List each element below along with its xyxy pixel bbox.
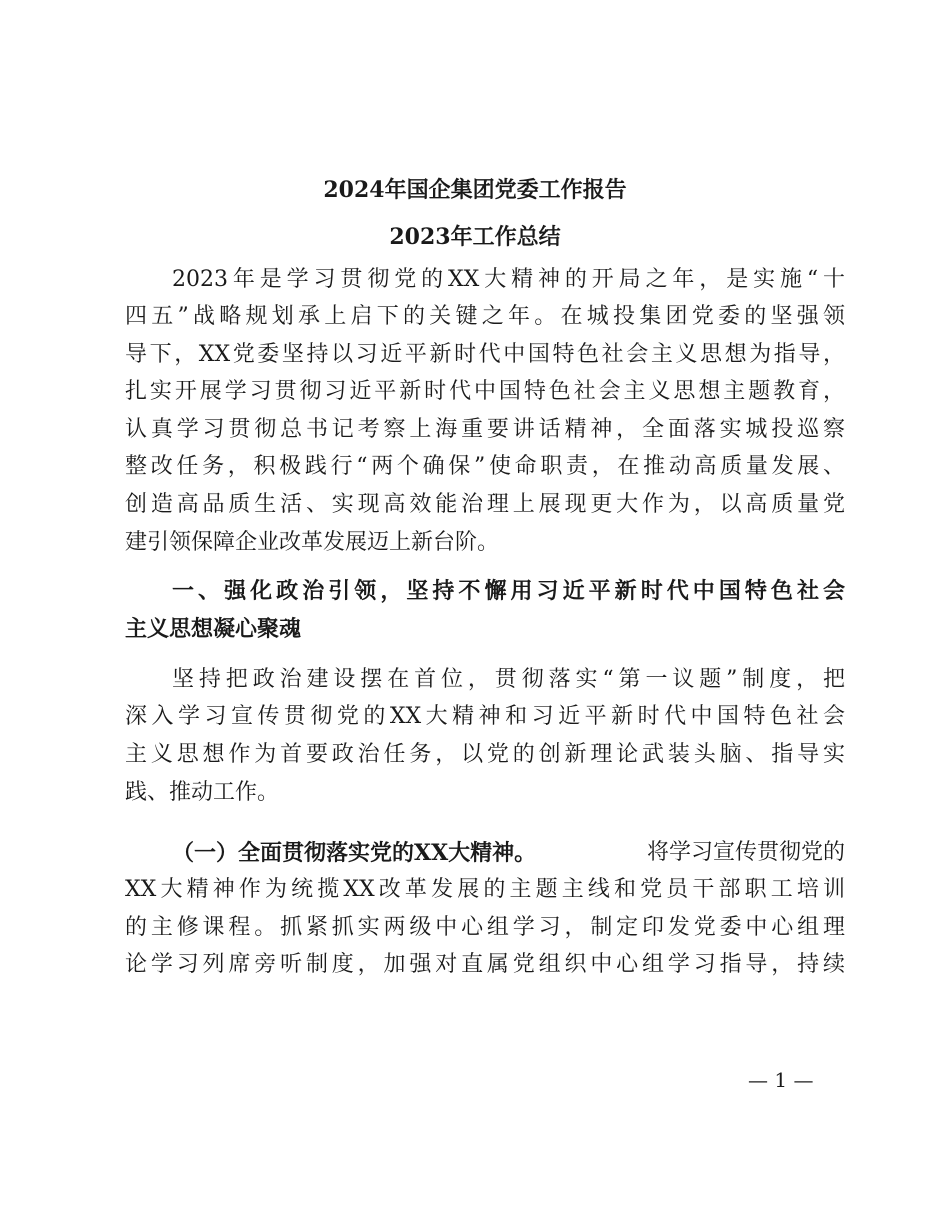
paragraph-3-line-1-text: 将学习宣传贯彻党的 (646, 840, 845, 865)
paragraph-1-line-3: 导下，XX党委坚持以习近平新时代中国特色社会主义思想为指导， (125, 342, 845, 367)
paragraph-2-line-2: 深入学习宣传贯彻党的XX大精神和习近平新时代中国特色社会 (125, 704, 845, 729)
document-subtitle: 2023年工作总结 (389, 224, 561, 250)
paragraph-3-line-4: 论学习列席旁听制度，加强对直属党组织中心组学习指导，持续 (125, 952, 845, 977)
paragraph-1-line-8: 建引领保障企业改革发展迈上新台阶。 (125, 530, 500, 555)
paragraph-2-line-1: 坚持把政治建设摆在首位，贯彻落实“第一议题”制度，把 (172, 667, 845, 692)
paragraph-1-line-6: 整改任务，积极践行“两个确保”使命职责，在推动高质量发展、 (125, 454, 845, 479)
paragraph-1-line-7: 创造高品质生活、实现高效能治理上展现更大作为，以高质量党 (125, 492, 845, 517)
paragraph-1-line-4: 扎实开展学习贯彻习近平新时代中国特色社会主义思想主题教育， (125, 379, 845, 404)
section-heading-line-1: 一、强化政治引领，坚持不懈用习近平新时代中国特色社会 (172, 579, 845, 604)
paragraph-3-line-2: XX大精神作为统揽XX改革发展的主题主线和党员干部职工培训 (125, 877, 845, 902)
paragraph-1-line-1: 2023年是学习贯彻党的XX大精神的开局之年，是实施“十 (172, 267, 845, 292)
subsection-lead: （一）全面贯彻落实党的XX大精神。 (172, 840, 537, 866)
document-title: 2024年国企集团党委工作报告 (323, 177, 627, 203)
paragraph-1-line-5: 认真学习贯彻总书记考察上海重要讲话精神，全面落实城投巡察 (125, 417, 845, 442)
paragraph-3-line-3: 的主修课程。抓紧抓实两级中心组学习，制定印发党委中心组理 (125, 915, 845, 940)
paragraph-3-line-1 (172, 838, 845, 868)
section-heading-line-2: 主义思想凝心聚魂 (125, 617, 302, 642)
paragraph-2-line-3: 主义思想作为首要政治任务，以党的创新理论武装头脑、指导实 (125, 742, 845, 767)
page-number: — 1 — (748, 1068, 814, 1092)
paragraph-2-line-4: 践、推动工作。 (125, 780, 280, 805)
paragraph-1-line-2: 四五”战略规划承上启下的关键之年。在城投集团党委的坚强领 (125, 304, 845, 329)
